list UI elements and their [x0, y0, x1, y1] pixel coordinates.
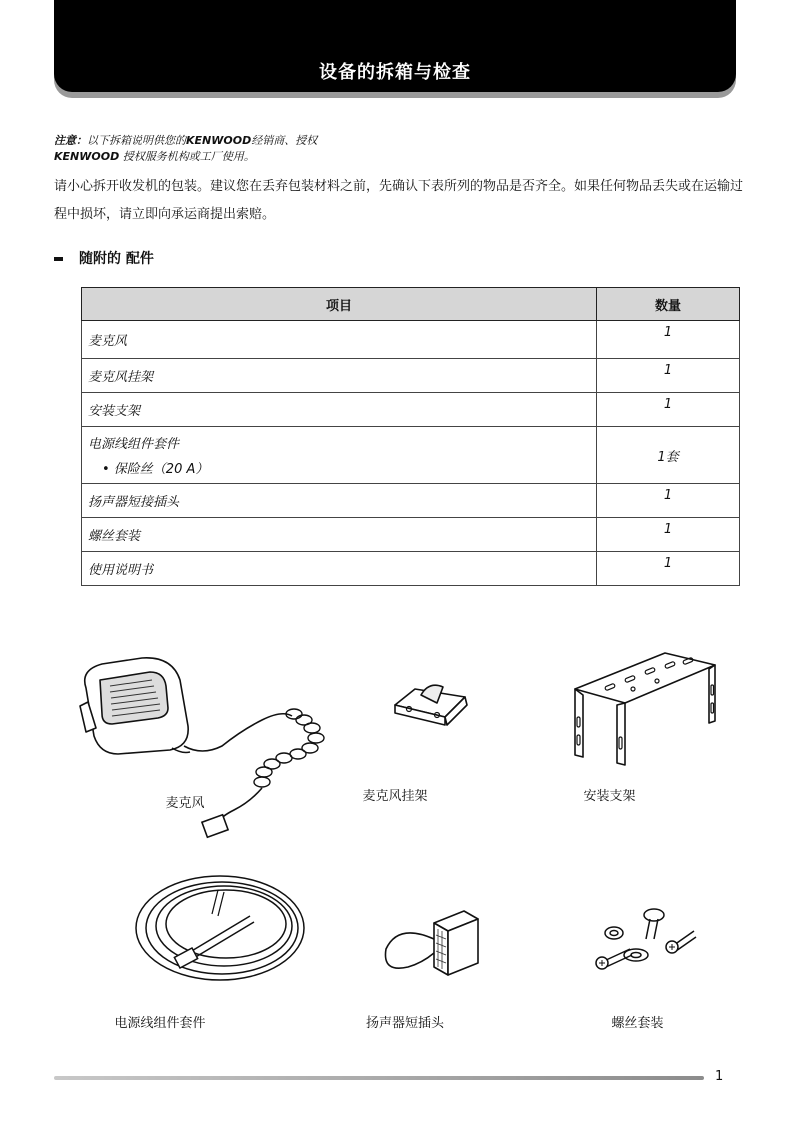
screw-set-illustration [590, 905, 705, 980]
intro-paragraph: 请小心拆开收发机的包装。建议您在丢弃包装材料之前，先确认下表所列的物品是否齐全。如果任何物品丢失或在运输过程中损坏，请立即向承运商提出索赔。 [54, 179, 744, 222]
table-cell-qty: 1 [597, 359, 740, 393]
table-row [82, 518, 740, 552]
table-cell-item: 麦克风挂架 [82, 359, 597, 393]
power-cord-illustration [130, 860, 310, 990]
table-cell-qty: 1套 [597, 427, 740, 484]
table-cell-item [82, 427, 597, 484]
table-header-qty: 数量 [597, 288, 740, 321]
speaker-plug-illustration [378, 905, 488, 980]
table-cell-qty: 1 [597, 552, 740, 586]
footer-rule [54, 1076, 704, 1080]
table-cell-item: 安装支架 [82, 393, 597, 427]
table-cell-item-main: 电源线组件套件 [88, 437, 180, 452]
microphone-illustration [72, 650, 342, 845]
table-cell-item: 螺丝套装 [82, 518, 597, 552]
caption-mic-hanger: 麦克风挂架 [362, 789, 428, 804]
caption-speaker-plug: 扬声器短插头 [365, 1016, 444, 1031]
mic-hanger-illustration [385, 675, 480, 735]
note-text-2: 授权服务机构或工厂使用。 [119, 150, 255, 163]
table-row [82, 393, 740, 427]
note-brand-2: KENWOOD [54, 150, 120, 163]
table-cell-item: 麦克风 [82, 321, 597, 359]
table-cell-item: 使用说明书 [82, 552, 597, 586]
bracket-illustration [565, 645, 725, 770]
table-row [82, 359, 740, 393]
table-cell-qty: 1 [597, 518, 740, 552]
note-line-2 [54, 149, 317, 165]
table-row [82, 427, 740, 484]
note-label: 注意： [54, 134, 87, 147]
table-cell-qty: 1 [597, 321, 740, 359]
table-cell-qty: 1 [597, 484, 740, 518]
table-row [82, 321, 740, 359]
note-text-1: 以下拆箱说明供您的 [87, 134, 186, 147]
caption-power-cord: 电源线组件套件 [114, 1016, 206, 1031]
caption-bracket: 安装支架 [583, 789, 636, 804]
note-line-1 [54, 133, 317, 149]
note [54, 133, 317, 165]
header-bar [54, 0, 736, 92]
table-header-row [82, 288, 740, 321]
table-cell-item: 扬声器短接插头 [82, 484, 597, 518]
note-text-1b: 经销商、授权 [251, 134, 318, 147]
table-cell-qty: 1 [597, 393, 740, 427]
table-header-item: 项目 [82, 288, 597, 321]
page-number: 1 [715, 1069, 724, 1084]
table-row [82, 552, 740, 586]
accessories-table [81, 287, 740, 586]
table-row [82, 484, 740, 518]
caption-screw-set: 螺丝套装 [611, 1016, 664, 1031]
table-cell-item-sub: • 保险丝（20 A） [102, 462, 209, 477]
page-title: 设备的拆箱与检查 [319, 62, 471, 83]
section-heading [54, 248, 154, 268]
note-brand-1: KENWOOD [186, 134, 252, 147]
caption-microphone: 麦克风 [165, 796, 205, 811]
section-title: 随附的 配件 [79, 251, 154, 267]
section-bullet [54, 257, 63, 261]
